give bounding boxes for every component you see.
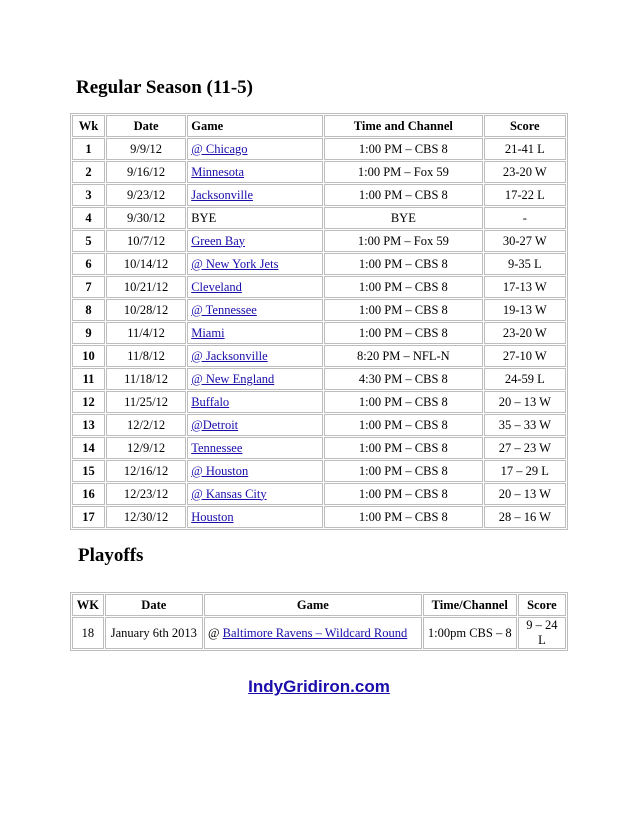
row-score: 27 – 23 W [484,437,566,459]
header-game: Game [187,115,323,137]
row-score: 9-35 L [484,253,566,275]
row-game [187,138,323,160]
row-score: 19-13 W [484,299,566,321]
season-row [72,207,566,229]
playoffs-header-date: Date [105,594,203,616]
row-game-link[interactable]: @ New England [191,371,275,386]
row-time-channel: 1:00 PM – CBS 8 [324,460,483,482]
row-game [187,414,323,436]
row-date: 12/9/12 [106,437,186,459]
row-score: 21-41 L [484,138,566,160]
row-time-channel: 1:00 PM – CBS 8 [324,299,483,321]
row-time-channel: 1:00 PM – Fox 59 [324,161,483,183]
row-wk: 10 [72,345,105,367]
row-game: BYE [187,207,323,229]
playoffs-score: 9 – 24 L [518,617,566,649]
row-wk: 3 [72,184,105,206]
playoffs-header-game: Game [204,594,422,616]
row-game [187,253,323,275]
row-wk: 1 [72,138,105,160]
row-date: 12/2/12 [106,414,186,436]
row-time-channel: 1:00 PM – CBS 8 [324,322,483,344]
row-score: 23-20 W [484,161,566,183]
row-game-link[interactable]: @ Kansas City [191,486,267,501]
playoffs-header-time-channel: Time/Channel [423,594,517,616]
row-date: 11/25/12 [106,391,186,413]
row-game-link[interactable]: Buffalo [191,394,230,409]
row-score: 35 – 33 W [484,414,566,436]
header-date: Date [106,115,186,137]
row-game [187,322,323,344]
row-score: 27-10 W [484,345,566,367]
row-game-link[interactable]: Minnesota [191,164,244,179]
row-wk: 7 [72,276,105,298]
playoffs-time-channel: 1:00pm CBS – 8 [423,617,517,649]
row-score: 30-27 W [484,230,566,252]
row-date: 12/30/12 [106,506,186,528]
row-game-link[interactable]: @ Tennessee [191,302,257,317]
season-row [72,506,566,528]
row-game-link[interactable]: Houston [191,509,234,524]
row-wk: 6 [72,253,105,275]
season-row [72,161,566,183]
row-game-link[interactable]: Tennessee [191,440,243,455]
row-date: 11/18/12 [106,368,186,390]
row-game [187,161,323,183]
row-game [187,391,323,413]
season-row [72,345,566,367]
row-date: 10/21/12 [106,276,186,298]
row-score: 20 – 13 W [484,483,566,505]
playoffs-row [72,617,566,649]
row-wk: 17 [72,506,105,528]
row-wk: 5 [72,230,105,252]
row-wk: 4 [72,207,105,229]
season-title: Regular Season (11-5) [76,77,253,98]
playoffs-header-wk: WK [72,594,104,616]
row-date: 10/7/12 [106,230,186,252]
header-score: Score [484,115,566,137]
season-table-body [72,138,566,528]
row-wk: 14 [72,437,105,459]
row-date: 9/23/12 [106,184,186,206]
row-time-channel: 1:00 PM – Fox 59 [324,230,483,252]
row-date: 12/16/12 [106,460,186,482]
playoffs-game-prefix: @ [207,625,223,640]
row-time-channel: 4:30 PM – CBS 8 [324,368,483,390]
row-time-channel: 1:00 PM – CBS 8 [324,276,483,298]
row-time-channel: 8:20 PM – NFL-N [324,345,483,367]
row-game [187,483,323,505]
season-row [72,253,566,275]
row-date: 11/4/12 [106,322,186,344]
season-row [72,322,566,344]
row-time-channel: 1:00 PM – CBS 8 [324,414,483,436]
playoffs-table [70,592,568,651]
season-row [72,276,566,298]
row-time-channel: 1:00 PM – CBS 8 [324,253,483,275]
row-game [187,299,323,321]
row-game-link[interactable]: @ New York Jets [191,256,279,271]
row-game [187,345,323,367]
row-time-channel: 1:00 PM – CBS 8 [324,391,483,413]
playoffs-title: Playoffs [78,545,144,566]
row-wk: 2 [72,161,105,183]
row-wk: 13 [72,414,105,436]
row-score: 28 – 16 W [484,506,566,528]
row-wk: 11 [72,368,105,390]
row-game-link[interactable]: Miami [191,325,225,340]
row-score: 17 – 29 L [484,460,566,482]
row-score: 24-59 L [484,368,566,390]
row-wk: 15 [72,460,105,482]
row-time-channel: 1:00 PM – CBS 8 [324,138,483,160]
row-score: 17-13 W [484,276,566,298]
row-wk: 16 [72,483,105,505]
playoffs-game-link[interactable]: Baltimore Ravens – Wildcard Round [222,625,408,640]
season-row [72,414,566,436]
row-score: 20 – 13 W [484,391,566,413]
header-time-channel: Time and Channel [324,115,483,137]
season-schedule-table [70,113,568,530]
row-date: 12/23/12 [106,483,186,505]
row-game [187,506,323,528]
header-wk: Wk [72,115,105,137]
row-date: 10/28/12 [106,299,186,321]
season-row [72,391,566,413]
playoffs-header-score: Score [518,594,566,616]
season-row [72,184,566,206]
season-row [72,138,566,160]
row-wk: 9 [72,322,105,344]
row-game [187,368,323,390]
row-game [187,184,323,206]
season-row [72,483,566,505]
season-row [72,299,566,321]
season-row [72,368,566,390]
row-score: 23-20 W [484,322,566,344]
season-row [72,230,566,252]
row-game-link[interactable]: Jacksonville [191,187,254,202]
season-row [72,460,566,482]
playoffs-date: January 6th 2013 [105,617,203,649]
row-game-link[interactable]: @ Houston [191,463,249,478]
row-time-channel: BYE [324,207,483,229]
row-game-link[interactable]: @ Chicago [191,141,248,156]
row-game-link[interactable]: @Detroit [191,417,239,432]
row-wk: 8 [72,299,105,321]
row-time-channel: 1:00 PM – CBS 8 [324,437,483,459]
row-time-channel: 1:00 PM – CBS 8 [324,483,483,505]
season-header-row [72,115,566,137]
row-score: - [484,207,566,229]
playoffs-header-row [72,594,566,616]
row-date: 9/16/12 [106,161,186,183]
row-game-link[interactable]: Cleveland [191,279,242,294]
row-game-link[interactable]: @ Jacksonville [191,348,268,363]
row-game [187,230,323,252]
row-game [187,437,323,459]
footer-site-link[interactable]: IndyGridiron.com [248,677,390,696]
row-date: 9/9/12 [106,138,186,160]
row-wk: 12 [72,391,105,413]
row-game [187,460,323,482]
playoffs-game [204,617,422,649]
row-date: 10/14/12 [106,253,186,275]
row-date: 11/8/12 [106,345,186,367]
playoffs-wk: 18 [72,617,104,649]
row-date: 9/30/12 [106,207,186,229]
season-row [72,437,566,459]
row-game [187,276,323,298]
row-time-channel: 1:00 PM – CBS 8 [324,184,483,206]
row-game-link[interactable]: Green Bay [191,233,246,248]
row-time-channel: 1:00 PM – CBS 8 [324,506,483,528]
row-score: 17-22 L [484,184,566,206]
